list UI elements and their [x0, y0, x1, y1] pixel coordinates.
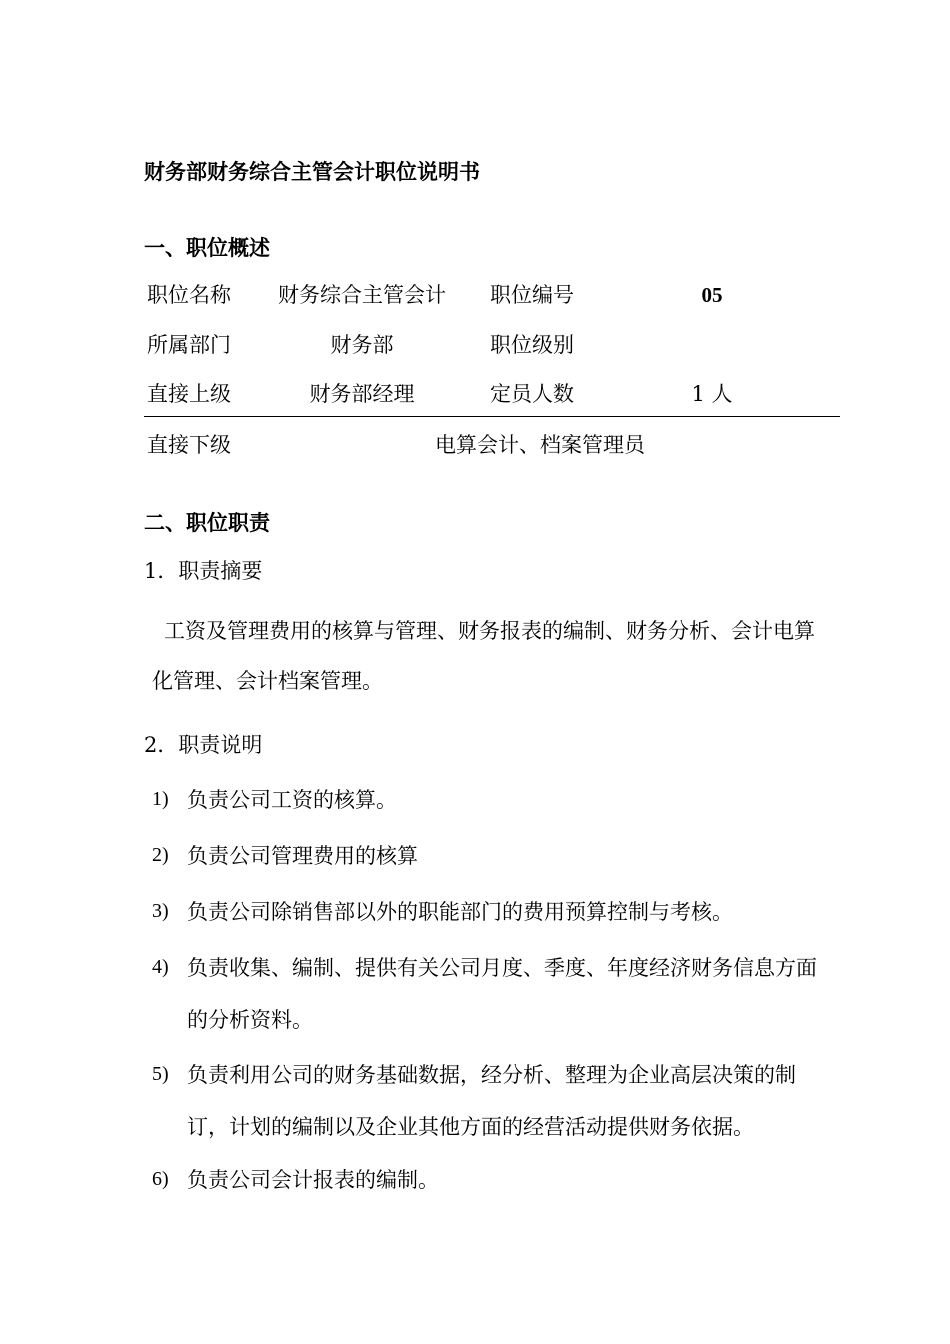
list-item-text: 负责公司会计报表的编制。	[187, 1168, 439, 1192]
list-item-number: 6)	[152, 1168, 169, 1190]
list-item-number: 2)	[152, 844, 169, 866]
label-position-level: 职位级别	[490, 333, 574, 357]
list-item-number: 5)	[152, 1063, 169, 1085]
value-position-name: 财务综合主管会计	[278, 283, 446, 307]
label-direct-superior: 直接上级	[147, 382, 231, 406]
table-divider	[144, 416, 840, 417]
list-item-number: 4)	[152, 956, 169, 978]
duty-summary-text: 工资及管理费用的核算与管理、财务报表的编制、财务分析、会计电算化管理、会计档案管理。	[152, 619, 815, 693]
label-position-name: 职位名称	[147, 283, 231, 307]
value-direct-superior: 财务部经理	[309, 382, 415, 406]
value-direct-subordinates: 电算会计、档案管理员	[435, 433, 645, 457]
list-item-text: 负责利用公司的财务基础数据，经分析、整理为企业高层决策的制订，计划的编制以及企业其他方面的经营活动提供财务依据。	[187, 1063, 796, 1139]
list-item-text: 负责收集、编制、提供有关公司月度、季度、年度经济财务信息方面的分析资料。	[187, 956, 817, 1032]
subheading-duty-summary: 1．职责摘要	[144, 559, 263, 583]
list-item-number: 1)	[152, 788, 169, 810]
list-item-text: 负责公司管理费用的核算	[187, 844, 418, 868]
label-position-number: 职位编号	[490, 283, 574, 307]
document-title: 财务部财务综合主管会计职位说明书	[144, 160, 480, 184]
value-position-number: 05	[701, 283, 723, 307]
label-department: 所属部门	[147, 333, 231, 357]
label-headcount: 定员人数	[490, 382, 574, 406]
list-item-text: 负责公司除销售部以外的职能部门的费用预算控制与考核。	[187, 900, 733, 924]
value-department: 财务部	[330, 333, 394, 357]
label-direct-subordinates: 直接下级	[147, 433, 231, 457]
list-item-number: 3)	[152, 900, 169, 922]
section-heading-duties: 二、职位职责	[144, 511, 270, 535]
subheading-duty-details: 2．职责说明	[144, 733, 263, 757]
value-headcount: 1 人	[691, 382, 733, 406]
list-item-text: 负责公司工资的核算。	[187, 788, 397, 812]
section-heading-overview: 一、职位概述	[144, 236, 270, 260]
